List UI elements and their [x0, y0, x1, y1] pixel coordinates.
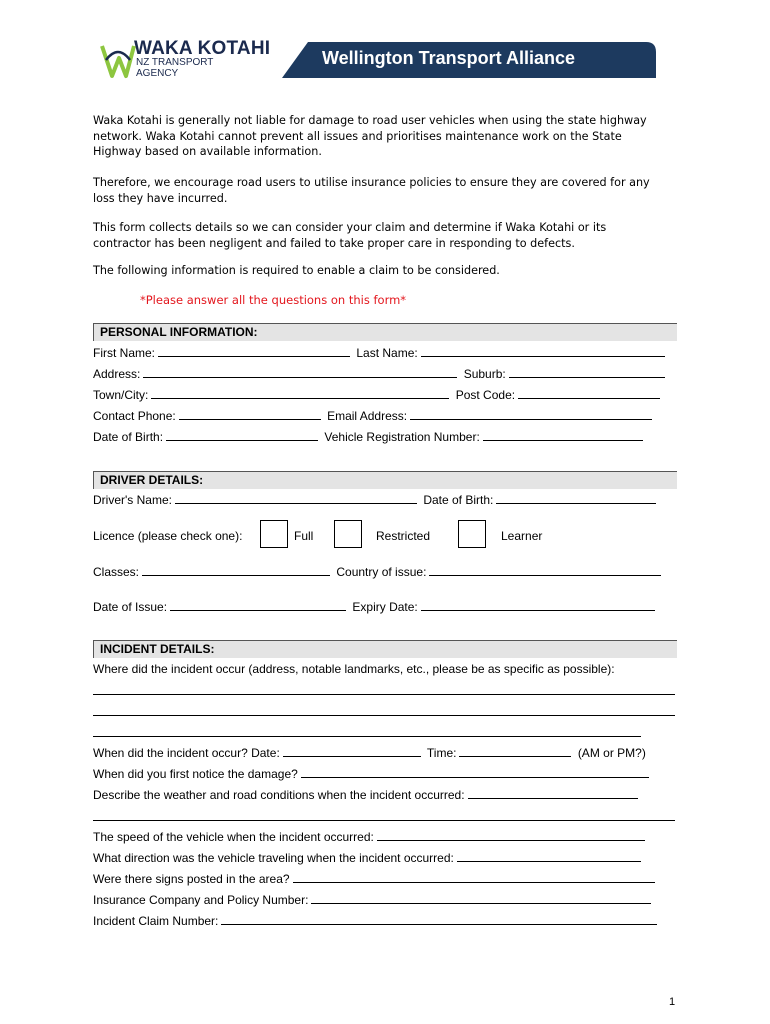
licence-full-checkbox[interactable]: [260, 520, 288, 548]
email-label: Email Address:: [327, 409, 408, 423]
personal-information-heading: [93, 323, 677, 341]
first-name-field[interactable]: [158, 346, 350, 357]
licence-restricted-label: Restricted: [376, 529, 431, 543]
issue-date-field[interactable]: [170, 600, 346, 611]
driver-dob-field[interactable]: [496, 493, 656, 504]
claim-number-field[interactable]: [221, 914, 657, 925]
driver-dob-label: Date of Birth:: [423, 493, 494, 507]
incident-location-line-1[interactable]: [93, 694, 675, 695]
classes-field[interactable]: [142, 565, 330, 576]
contact-row: [93, 409, 655, 423]
signs-field[interactable]: [293, 872, 655, 883]
address-row: [93, 367, 668, 381]
waka-kotahi-logo: [100, 38, 290, 82]
contact-phone-field[interactable]: [179, 409, 321, 420]
licence-full-label: Full: [294, 529, 314, 543]
licence-learner-checkbox[interactable]: [458, 520, 486, 548]
first-name-label: First Name:: [93, 346, 156, 360]
page-number: 1: [669, 996, 676, 1008]
weather-field[interactable]: [468, 788, 638, 799]
country-label: Country of issue:: [336, 565, 427, 579]
issue-date-label: Date of Issue:: [93, 600, 168, 614]
dob-field[interactable]: [166, 430, 318, 441]
intro-paragraph-2: Therefore, we encourage road users to utilise insurance policies to ensure they are covered for any loss they have incurred.: [93, 176, 650, 205]
expiry-date-label: Expiry Date:: [352, 600, 418, 614]
insurance-label: Insurance Company and Policy Number:: [93, 893, 309, 907]
wellington-transport-alliance-banner: [282, 42, 656, 78]
damage-notice-label: When did you first notice the damage?: [93, 767, 298, 781]
weather-label: Describe the weather and road conditions when the incident occurred:: [93, 788, 465, 802]
direction-row: [93, 851, 644, 865]
section-title: INCIDENT DETAILS:: [100, 642, 215, 656]
insurance-row: [93, 893, 654, 907]
insurance-field[interactable]: [311, 893, 651, 904]
vehicle-registration-field[interactable]: [483, 430, 643, 441]
incident-time-row: [93, 746, 646, 760]
licence-learner-label: Learner: [501, 529, 543, 543]
incident-date-label: When did the incident occur? Date:: [93, 746, 280, 760]
expiry-date-field[interactable]: [421, 600, 655, 611]
signs-row: [93, 872, 658, 886]
weather-line-2[interactable]: [93, 820, 675, 821]
logo-subtitle-1: NZ TRANSPORT: [136, 57, 214, 68]
driver-name-row: [93, 493, 659, 507]
incident-location-line-2[interactable]: [93, 715, 675, 716]
waka-kotahi-logo-icon: [100, 38, 136, 82]
damage-notice-row: [93, 767, 652, 781]
town-row: [93, 388, 663, 402]
email-field[interactable]: [410, 409, 652, 420]
last-name-label: Last Name:: [356, 346, 418, 360]
dob-row: [93, 430, 646, 444]
address-field[interactable]: [143, 367, 457, 378]
incident-details-heading: [93, 640, 677, 658]
driver-name-field[interactable]: [175, 493, 417, 504]
claim-number-row: [93, 914, 660, 928]
banner-title: Wellington Transport Alliance: [322, 48, 576, 68]
driver-name-label: Driver's Name:: [93, 493, 172, 507]
incident-location-line-3[interactable]: [93, 736, 641, 737]
suburb-label: Suburb:: [463, 367, 506, 381]
intro-paragraph-3: This form collects details so we can consider your claim and determine if Waka Kotahi or its contractor has been negligent and failed to take proper care in responding to defects.: [93, 221, 607, 250]
suburb-field[interactable]: [509, 367, 665, 378]
incident-time-field[interactable]: [459, 746, 571, 757]
direction-field[interactable]: [457, 851, 641, 862]
post-code-label: Post Code:: [455, 388, 516, 402]
logo-subtitle-2: AGENCY: [136, 68, 179, 79]
classes-row: [93, 565, 664, 579]
issue-row: [93, 600, 658, 614]
dob-label: Date of Birth:: [93, 430, 164, 444]
incident-date-field[interactable]: [283, 746, 421, 757]
contact-phone-label: Contact Phone:: [93, 409, 176, 423]
incident-time-label: Time:: [426, 746, 457, 760]
claim-number-label: Incident Claim Number:: [93, 914, 219, 928]
required-notice: *Please answer all the questions on this form*: [140, 293, 407, 307]
speed-field[interactable]: [377, 830, 645, 841]
name-row: [93, 346, 668, 360]
section-title: PERSONAL INFORMATION:: [100, 325, 258, 339]
signs-label: Were there signs posted in the area?: [93, 872, 290, 886]
incident-location-label: Where did the incident occur (address, notable landmarks, etc., please be as specific as possible):: [93, 662, 615, 676]
last-name-field[interactable]: [421, 346, 665, 357]
logo-title: WAKA KOTAHI: [134, 38, 271, 59]
speed-label: The speed of the vehicle when the incident occurred:: [93, 830, 374, 844]
speed-row: [93, 830, 648, 844]
damage-notice-field[interactable]: [301, 767, 649, 778]
address-label: Address:: [93, 367, 141, 381]
driver-details-heading: [93, 471, 677, 489]
country-field[interactable]: [429, 565, 661, 576]
am-pm-label: (AM or PM?): [577, 746, 646, 760]
town-label: Town/City:: [93, 388, 149, 402]
intro-paragraph-4: The following information is required to enable a claim to be considered.: [93, 264, 500, 277]
intro-paragraph-1: Waka Kotahi is generally not liable for damage to road user vehicles when using the state highway network. Waka Kotahi cannot prevent all issues and prioritises maintenance work on the State Highway based on available information.: [93, 114, 647, 158]
classes-label: Classes:: [93, 565, 140, 579]
section-title: DRIVER DETAILS:: [100, 473, 204, 487]
post-code-field[interactable]: [518, 388, 660, 399]
licence-label: Licence (please check one):: [93, 529, 243, 543]
licence-restricted-checkbox[interactable]: [334, 520, 362, 548]
vehicle-registration-label: Vehicle Registration Number:: [324, 430, 480, 444]
town-field[interactable]: [151, 388, 449, 399]
weather-row: [93, 788, 641, 802]
direction-label: What direction was the vehicle traveling when the incident occurred:: [93, 851, 454, 865]
